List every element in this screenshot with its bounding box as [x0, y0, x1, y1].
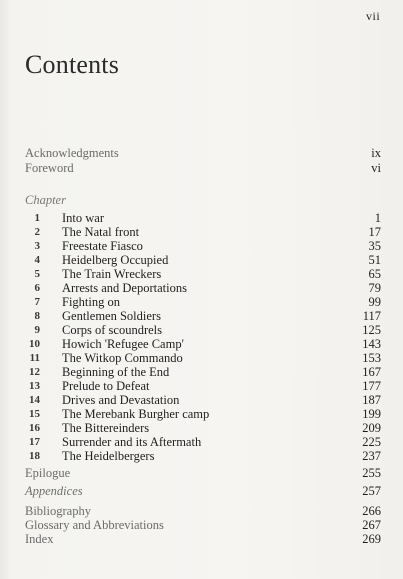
toc-chapter-row	[25, 337, 381, 351]
toc-entry-page: ix	[371, 146, 381, 160]
chapter-page: 99	[368, 295, 381, 309]
toc-entry-page: vi	[371, 161, 381, 175]
chapter-page: 225	[362, 435, 381, 449]
chapter-title: Beginning of the End	[62, 365, 170, 379]
chapter-title: Freestate Fiasco	[62, 239, 143, 253]
toc-chapter-row	[25, 267, 381, 281]
toc-chapter-row	[25, 351, 381, 365]
chapter-title: The Natal front	[62, 225, 140, 239]
toc-entry-label: Bibliography	[25, 504, 91, 518]
toc-chapter-row	[25, 253, 381, 267]
toc-entry-page: 269	[362, 532, 381, 546]
chapter-number: 18	[29, 450, 40, 462]
chapter-number: 3	[34, 240, 40, 252]
chapter-title: The Merebank Burgher camp	[62, 407, 210, 421]
chapter-page: 167	[362, 365, 381, 379]
chapter-number: 9	[34, 324, 40, 336]
chapter-page: 51	[368, 253, 381, 267]
chapter-number: 8	[34, 310, 40, 322]
toc-entry-label: Acknowledgments	[25, 146, 119, 160]
chapter-page: 153	[362, 351, 381, 365]
chapter-title: The Heidelbergers	[62, 449, 155, 463]
chapter-page: 17	[368, 225, 381, 239]
toc-chapter-row	[25, 365, 381, 379]
chapter-page: 237	[362, 449, 381, 463]
toc-entry-glossary	[25, 518, 381, 532]
chapter-number: 13	[29, 380, 40, 392]
toc-entry-page: 257	[362, 484, 381, 498]
chapter-number: 15	[29, 408, 40, 420]
chapter-page: 125	[362, 323, 381, 337]
toc-chapter-row	[25, 393, 381, 407]
chapter-page: 187	[362, 393, 381, 407]
toc-entry-page: 255	[362, 466, 381, 480]
chapter-title: The Train Wreckers	[62, 267, 162, 281]
toc-chapter-row	[25, 281, 381, 295]
toc-chapter-row	[25, 379, 381, 393]
toc-chapter-row	[25, 421, 381, 435]
chapter-page: 177	[362, 379, 381, 393]
chapter-number: 1	[34, 212, 40, 224]
toc-chapter-row	[25, 407, 381, 421]
chapter-title: Drives and Devastation	[62, 393, 180, 407]
chapter-title: Prelude to Defeat	[62, 379, 150, 393]
chapter-page: 1	[374, 211, 381, 225]
chapter-page: 79	[368, 281, 381, 295]
page-folio: vii	[366, 9, 381, 23]
chapter-number: 2	[34, 226, 40, 238]
chapter-heading: Chapter	[25, 193, 66, 207]
toc-chapter-row	[25, 239, 381, 253]
chapter-page: 143	[362, 337, 381, 351]
chapter-number: 7	[34, 296, 40, 308]
toc-entry-page: 266	[362, 504, 381, 518]
chapter-number: 10	[29, 338, 40, 350]
toc-entry-label: Glossary and Abbreviations	[25, 518, 164, 532]
toc-chapter-row	[25, 323, 381, 337]
toc-chapter-row	[25, 435, 381, 449]
chapter-title: The Bittereinders	[62, 421, 150, 435]
chapter-number: 4	[34, 254, 40, 266]
chapter-title: Heidelberg Occupied	[62, 253, 169, 267]
chapter-title: Into war	[62, 211, 104, 225]
toc-chapter-row	[25, 309, 381, 323]
chapter-page: 209	[362, 421, 381, 435]
toc-entry-epilogue	[25, 466, 381, 480]
chapter-title: Surrender and its Aftermath	[62, 435, 202, 449]
chapter-title: Corps of scoundrels	[62, 323, 162, 337]
chapter-number: 6	[34, 282, 40, 294]
toc-entry-index	[25, 532, 381, 546]
toc-entry-label: Epilogue	[25, 466, 71, 480]
toc-entry-foreword	[25, 161, 381, 175]
toc-entry-label: Index	[25, 532, 54, 546]
chapter-number: 12	[29, 366, 40, 378]
chapter-page: 35	[368, 239, 381, 253]
toc-entry-page: 267	[362, 518, 381, 532]
chapter-number: 16	[29, 422, 40, 434]
toc-entry-label: Appendices	[25, 484, 83, 498]
toc-chapter-row	[25, 225, 381, 239]
chapter-number: 14	[29, 394, 40, 406]
chapter-page: 117	[362, 309, 381, 323]
toc-entry-acknowledgments	[25, 146, 381, 160]
chapter-number: 5	[34, 268, 40, 280]
toc-entry-bibliography	[25, 504, 381, 518]
toc-chapter-row	[25, 449, 381, 463]
chapter-title: Howich 'Refugee Camp'	[62, 337, 184, 351]
chapter-title: Gentlemen Soldiers	[62, 309, 161, 323]
chapter-title: Arrests and Deportations	[62, 281, 187, 295]
toc-chapter-row	[25, 295, 381, 309]
toc-entry-label: Foreword	[25, 161, 74, 175]
chapter-number: 11	[29, 352, 40, 364]
chapter-page: 199	[362, 407, 381, 421]
chapter-page: 65	[368, 267, 381, 281]
contents-title: Contents	[25, 50, 120, 79]
chapter-title: The Witkop Commando	[62, 351, 183, 365]
toc-entry-appendices	[25, 484, 381, 498]
chapter-number: 17	[29, 436, 40, 448]
toc-chapter-row	[25, 211, 381, 225]
chapter-title: Fighting on	[62, 295, 120, 309]
